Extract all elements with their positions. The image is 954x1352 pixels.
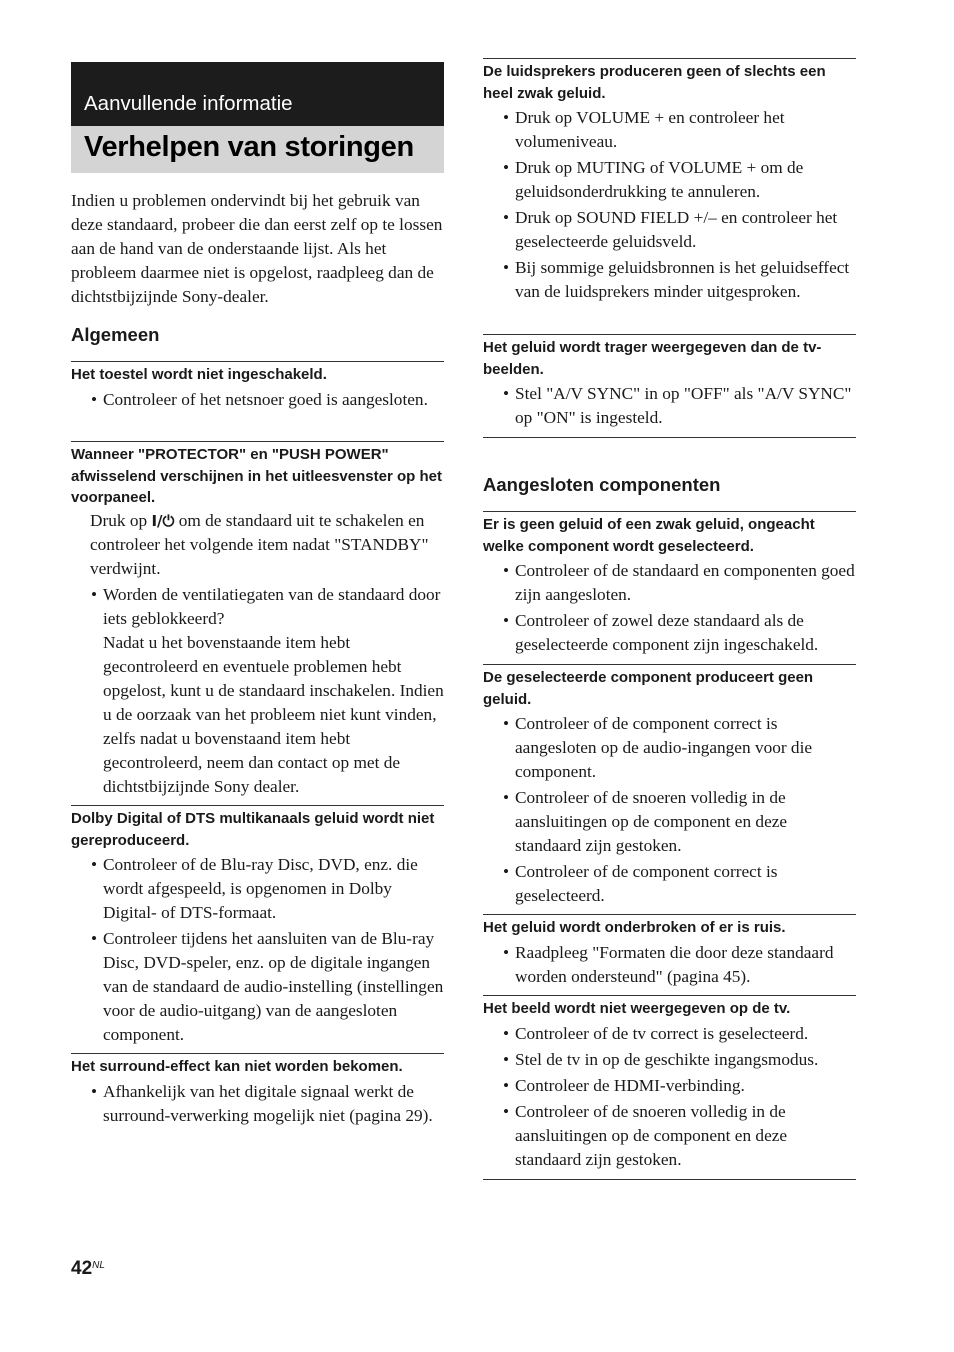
page-title-banner: [71, 126, 444, 173]
trouble-question: Het geluid wordt onderbroken of er is ruis.: [483, 919, 786, 936]
page-title: Verhelpen van storingen: [84, 131, 414, 163]
intro-paragraph: Indien u problemen ondervindt bij het gebruik van deze standaard, probeer die dan eerst zelf op te lossen aan de hand van de onderstaande lijst. Als het probleem daarmee niet is opgelost, raadpleeg dan de dichtstbijzijnde Sony-dealer.: [71, 191, 443, 306]
trouble-block-1: [71, 361, 444, 412]
list-item: • Stel "A/V SYNC" in op "OFF" als "A/V SYNC" op "ON" is ingesteld.: [503, 384, 852, 427]
list-item: • Controleer of de component correct is aangesloten op de audio-ingangen voor die component.: [503, 714, 813, 781]
solution-list: [483, 712, 856, 908]
trouble-question: De geselecteerde component produceert geen geluid.: [483, 669, 814, 708]
list-item: • Stel de tv in op de geschikte ingangsmodus.: [503, 1049, 819, 1069]
power-icon: I/⏻: [151, 511, 175, 530]
trouble-block-2: [71, 441, 444, 799]
trouble-block-8: [483, 664, 856, 908]
list-item: • Controleer of zowel deze standaard als de geselecteerde component zijn ingeschakeld.: [503, 611, 819, 654]
trouble-question: Het toestel wordt niet ingeschakeld.: [71, 366, 327, 383]
list-item: • Afhankelijk van het digitale signaal werkt de surround-verwerking mogelijk niet (pagina 29).: [91, 1081, 433, 1125]
solution-list: [483, 559, 856, 657]
list-item: • Druk op SOUND FIELD +/– en controleer het geselecteerde geluidsveld.: [503, 208, 838, 251]
list-item: • Controleer de HDMI-verbinding.: [503, 1075, 745, 1095]
language-code: NL: [92, 1260, 105, 1271]
section-title-algemeen: Algemeen: [71, 324, 160, 345]
trouble-question: Het surround-effect kan niet worden bekomen.: [71, 1058, 403, 1075]
section-title-aangesloten: Aangesloten componenten: [483, 474, 721, 495]
list-item: • Controleer of de component correct is geselecteerd.: [503, 862, 778, 905]
trouble-question: Het beeld wordt niet weergegeven op de tv.: [483, 1000, 791, 1017]
trouble-block-6: [483, 334, 856, 438]
trouble-question: De luidsprekers produceren geen of slechts een heel zwak geluid.: [483, 63, 826, 102]
solution-list: [483, 106, 856, 304]
list-item: • Worden de ventilatiegaten van de standaard door iets geblokkeerd? Nadat u het bovenstaande item hebt gecontroleerd en eventuele problemen hebt opgelost, kunt u de standaard inschakelen. Indien u de oorzaak van het probleem niet kunt vinden, zelfs nadat u bovenstaand item hebt gecontroleerd, neem dan contact op met de dichtstbijzijnde Sony dealer.: [71, 583, 444, 799]
trouble-question: Dolby Digital of DTS multikanaals geluid wordt niet gereproduceerd.: [71, 810, 435, 849]
solution-list: [483, 941, 856, 989]
trouble-block-3: [71, 805, 444, 1047]
list-item: • Controleer of de snoeren volledig in de aansluitingen op de component en deze standaard zijn gestoken.: [503, 1101, 788, 1169]
trouble-block-7: [483, 511, 856, 657]
section-banner: [71, 62, 444, 126]
solution-list: [483, 382, 856, 430]
solution-list: [71, 388, 444, 412]
list-item: • Controleer of de snoeren volledig in de aansluitingen op de component en deze standaard zijn gestoken.: [503, 788, 788, 855]
trouble-question: Wanneer "PROTECTOR" en "PUSH POWER" afwisselend verschijnen in het uitleesvenster op het voorpaneel.: [71, 446, 442, 506]
list-item: • Controleer of de standaard en componenten goed zijn aangesloten.: [503, 561, 855, 604]
section-label: Aanvullende informatie: [84, 92, 293, 115]
trouble-question: Het geluid wordt trager weergegeven dan de tv-beelden.: [483, 339, 822, 378]
trouble-block-4: [71, 1053, 444, 1128]
solution-list: [71, 1080, 444, 1128]
solution-list: [71, 583, 444, 799]
item-note: Nadat u het bovenstaande item hebt gecontroleerd en eventuele problemen hebt opgelost, kunt u de standaard inschakelen. Indien u de oorzaak van het probleem niet kunt vinden, zelfs nadat u bovenstaand item hebt gecontroleerd, neem dan contact op met de dichtstbijzijnde Sony dealer.: [103, 632, 444, 796]
instruction-text: Druk op I/⏻ om de standaard uit te schakelen en controleer het volgende item nadat "STANDBY" verdwijnt.: [90, 510, 429, 578]
list-item: • Controleer tijdens het aansluiten van de Blu-ray Disc, DVD-speler, enz. op de digitale ingangen van de standaard de audio-instelling (instellingen voor de audio-uitgang) van de aangesloten component.: [91, 929, 444, 1044]
list-item: • Druk op MUTING of VOLUME + om de geluidsonderdrukking te annuleren.: [503, 158, 804, 201]
trouble-block-5: [483, 58, 856, 304]
list-item: • Bij sommige geluidsbronnen is het geluidseffect van de luidsprekers minder uitgesproken.: [503, 258, 850, 301]
list-item: • Controleer of het netsnoer goed is aangesloten.: [91, 389, 428, 409]
list-item: • Controleer of de tv correct is geselecteerd.: [503, 1023, 809, 1043]
list-item: • Druk op VOLUME + en controleer het volumeniveau.: [503, 108, 785, 151]
trouble-question: Er is geen geluid of een zwak geluid, ongeacht welke component wordt geselecteerd.: [483, 516, 815, 555]
list-item: • Controleer of de Blu-ray Disc, DVD, enz. die wordt afgespeeld, is opgenomen in Dolby Digital- of DTS-formaat.: [91, 855, 418, 922]
solution-list: [483, 1022, 856, 1172]
solution-list: [71, 853, 444, 1047]
trouble-block-10: [483, 995, 856, 1180]
list-item: • Raadpleeg "Formaten die door deze standaard worden ondersteund" (pagina 45).: [503, 942, 834, 986]
page-number: $42^{NL}$: [71, 1258, 105, 1279]
trouble-block-9: [483, 914, 856, 989]
